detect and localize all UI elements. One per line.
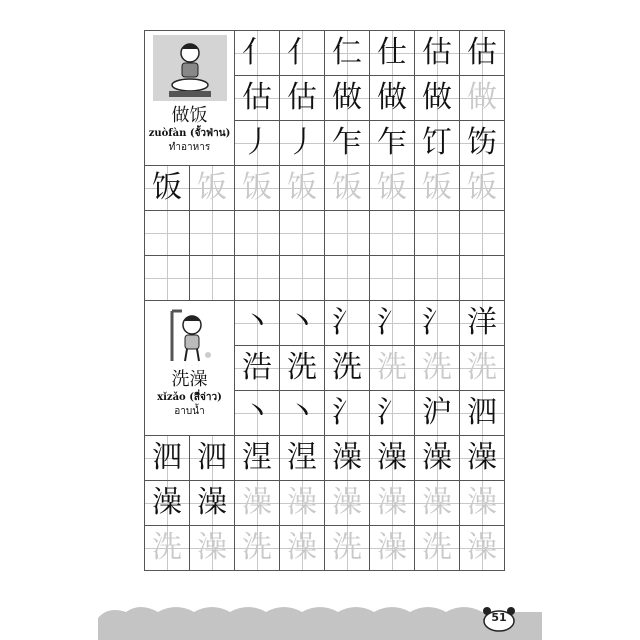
model-character: 亻 [287,35,317,70]
trace-character: 饭 [287,170,317,205]
practice-cell [370,166,415,211]
vocab-pinyin: zuòfàn (จั้วฟ่าน) [148,128,231,139]
practice-row [145,166,505,211]
vocab-card [145,301,235,436]
practice-cell [325,526,370,571]
trace-character: 饭 [422,170,452,205]
practice-cell [190,481,235,526]
vocab-illustration [160,305,220,365]
model-character: 估 [242,80,272,115]
practice-cell [370,121,415,166]
model-character: 洋 [467,305,497,340]
model-character: 丿 [287,125,317,160]
model-character: 浩 [242,350,272,385]
practice-cell [235,256,280,301]
practice-cell [370,301,415,346]
practice-cell [145,481,190,526]
practice-cell [145,256,190,301]
practice-cell [325,121,370,166]
practice-cell [325,76,370,121]
practice-cell [460,166,505,211]
practice-cell [370,346,415,391]
model-character: 做 [422,80,452,115]
model-character: 做 [332,80,362,115]
trace-character: 澡 [197,530,227,565]
practice-cell [235,391,280,436]
practice-row [145,301,505,346]
practice-cell [460,436,505,481]
practice-cell [460,481,505,526]
model-character: 澡 [332,440,362,475]
practice-row [145,481,505,526]
trace-character: 洗 [242,530,272,565]
practice-cell [415,526,460,571]
practice-cell [460,211,505,256]
footer-cloud-border [0,604,640,640]
practice-cell [280,31,325,76]
practice-cell [415,301,460,346]
trace-character: 澡 [242,485,272,520]
practice-cell [370,436,415,481]
practice-cell [235,211,280,256]
practice-row [145,31,505,76]
practice-cell [370,211,415,256]
practice-cell [325,346,370,391]
practice-cell [235,31,280,76]
model-character: 氵 [377,305,407,340]
model-character: 沪 [422,395,452,430]
practice-cell [235,76,280,121]
practice-cell [145,436,190,481]
model-character: 估 [422,35,452,70]
model-character: 洗 [332,350,362,385]
trace-character: 澡 [377,485,407,520]
trace-character: 澡 [467,485,497,520]
trace-character: 洗 [422,350,452,385]
vocab-thai: อาบน้ำ [174,406,205,417]
trace-character: 饭 [242,170,272,205]
page-number: 51 [491,611,507,624]
practice-cell [460,346,505,391]
model-character: 饤 [422,125,452,160]
model-character: 澡 [152,485,182,520]
trace-character: 澡 [287,485,317,520]
practice-cell [190,256,235,301]
practice-row [145,211,505,256]
trace-character: 饭 [332,170,362,205]
model-character: 洗 [287,350,317,385]
practice-cell [325,391,370,436]
trace-character: 洗 [152,530,182,565]
vocab-hanzi: 洗澡 [171,369,208,390]
model-character: 澡 [197,485,227,520]
trace-character: 澡 [422,485,452,520]
model-character: 氵 [332,395,362,430]
model-character: 丶 [287,305,317,340]
trace-character: 澡 [467,530,497,565]
model-character: 涅 [242,440,272,475]
practice-cell [280,166,325,211]
practice-cell [190,211,235,256]
practice-cell [235,526,280,571]
practice-cell [190,436,235,481]
model-character: 丶 [287,395,317,430]
practice-cell [415,76,460,121]
practice-cell [460,31,505,76]
trace-character: 洗 [467,350,497,385]
practice-cell [280,346,325,391]
model-character: 乍 [377,125,407,160]
practice-cell [415,346,460,391]
practice-row [145,436,505,481]
model-character: 仁 [332,35,362,70]
practice-cell [235,301,280,346]
trace-character: 饭 [467,170,497,205]
practice-cell [370,256,415,301]
practice-cell [415,31,460,76]
practice-cell [370,526,415,571]
model-character: 乍 [332,125,362,160]
vocab-card [145,31,235,166]
trace-character: 洗 [422,530,452,565]
trace-character: 做 [467,80,497,115]
practice-cell [460,256,505,301]
practice-cell [280,76,325,121]
practice-cell [460,121,505,166]
practice-cell [415,436,460,481]
practice-cell [415,256,460,301]
model-character: 氵 [422,305,452,340]
model-character: 估 [467,35,497,70]
practice-cell [145,526,190,571]
trace-character: 澡 [332,485,362,520]
writing-practice-grid [144,30,505,571]
model-character: 丶 [242,395,272,430]
practice-cell [325,166,370,211]
practice-cell [280,436,325,481]
model-character: 饭 [152,170,182,205]
practice-cell [280,301,325,346]
model-character: 氵 [332,305,362,340]
practice-cell [325,31,370,76]
practice-cell [370,31,415,76]
trace-character: 澡 [377,530,407,565]
practice-cell [280,211,325,256]
model-character: 澡 [422,440,452,475]
practice-cell [280,481,325,526]
practice-cell [190,166,235,211]
practice-row [145,256,505,301]
vocab-thai: ทำอาหาร [168,142,211,153]
practice-cell [415,166,460,211]
trace-character: 洗 [377,350,407,385]
trace-character: 饭 [377,170,407,205]
practice-cell [235,346,280,391]
model-character: 估 [287,80,317,115]
model-character: 澡 [377,440,407,475]
practice-cell [460,391,505,436]
practice-cell [235,121,280,166]
practice-cell [460,76,505,121]
model-character: 泗 [197,440,227,475]
practice-cell [325,436,370,481]
practice-cell [280,526,325,571]
practice-cell [460,301,505,346]
model-character: 泗 [467,395,497,430]
model-character: 丶 [242,305,272,340]
vocab-illustration [153,35,227,101]
vocab-hanzi: 做饭 [171,105,208,126]
practice-cell [415,211,460,256]
model-character: 仕 [377,35,407,70]
trace-character: 饭 [197,170,227,205]
practice-cell [415,391,460,436]
model-character: 泗 [152,440,182,475]
practice-cell [460,526,505,571]
practice-row [145,526,505,571]
model-character: 饬 [467,125,497,160]
vocab-pinyin: xǐzǎo (สี่จ่าว) [157,392,222,403]
model-character: 丿 [242,125,272,160]
model-character: 氵 [377,395,407,430]
practice-cell [280,391,325,436]
practice-cell [145,211,190,256]
practice-cell [235,481,280,526]
practice-cell [370,76,415,121]
practice-cell [325,256,370,301]
practice-cell [145,166,190,211]
practice-cell [370,391,415,436]
practice-cell [280,121,325,166]
trace-character: 洗 [332,530,362,565]
practice-cell [370,481,415,526]
model-character: 做 [377,80,407,115]
practice-cell [190,526,235,571]
trace-character: 澡 [287,530,317,565]
practice-cell [325,301,370,346]
practice-cell [415,481,460,526]
practice-cell [235,166,280,211]
practice-cell [280,256,325,301]
model-character: 涅 [287,440,317,475]
practice-cell [235,436,280,481]
model-character: 澡 [467,440,497,475]
practice-cell [415,121,460,166]
model-character: 亻 [242,35,272,70]
practice-cell [325,481,370,526]
practice-cell [325,211,370,256]
